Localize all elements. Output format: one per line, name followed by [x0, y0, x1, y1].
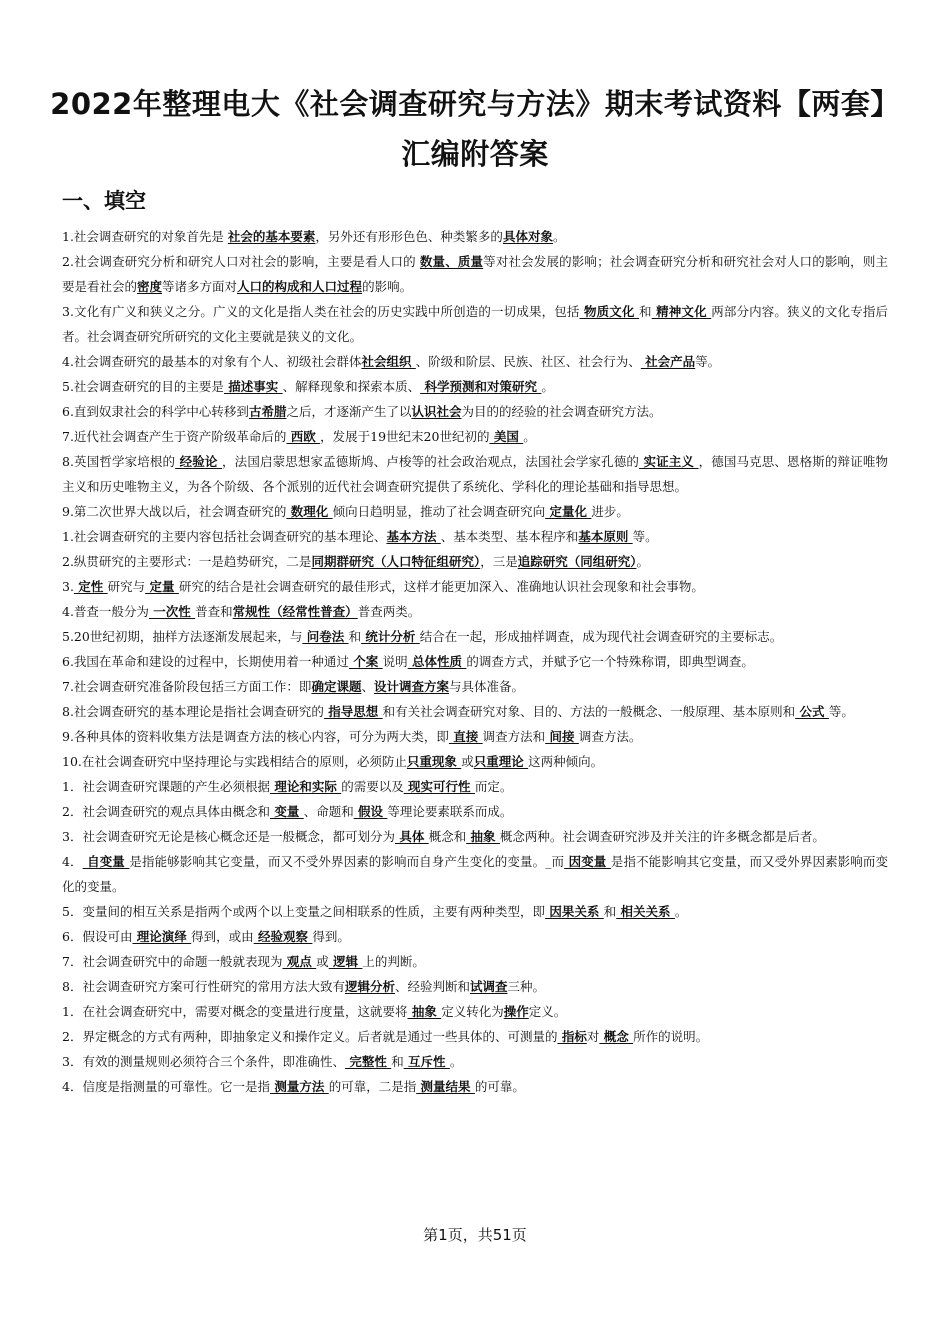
answer-blank: 密度: [137, 279, 163, 294]
answer-blank: 概念: [599, 1029, 634, 1044]
answer-blank: 定量化: [545, 504, 592, 519]
answer-blank: 具体对象: [502, 229, 553, 244]
answer-blank: 操作: [503, 1004, 529, 1019]
answer-blank: 完整性: [344, 1054, 392, 1069]
answer-blank: 认识社会: [411, 404, 462, 419]
answer-blank: 因变量: [564, 854, 611, 869]
question-item: 2．社会调查研究的观点具体由概念和 变量 、命题和 假设 等理论要素联系而成。: [62, 804, 513, 819]
question-item: 8.社会调查研究的基本理论是指社会调查研究的 指导思想 和有关社会调查研究对象、目的、方法的一般概念、一般原理、基本原则和 公式 等。: [62, 704, 854, 719]
answer-blank: 人口的构成和人口过程: [237, 279, 363, 294]
question-list: [62, 224, 888, 1099]
answer-blank: 变量: [269, 804, 304, 819]
answer-blank: 总体性质: [407, 654, 467, 669]
answer-blank: 问卷法: [302, 629, 349, 644]
question-item: 1．在社会调查研究中，需要对概念的变量进行度量，这就要将 抽象 定义转化为操作定义。: [62, 1004, 567, 1019]
answer-blank: 经验论: [175, 454, 223, 469]
question-item: 3. 定性 研究与 定量 研究的结合是社会调查研究的最佳形式，这样才能更加深入、准确地认识社会现象和社会事物。: [62, 579, 704, 594]
answer-blank: 数量、质量: [419, 254, 484, 269]
answer-blank: 实证主义: [639, 454, 699, 469]
question-item: 4．信度是指测量的可靠性。它一是指 测量方法 的可靠，二是指 测量结果 的可靠。: [62, 1079, 525, 1094]
answer-blank: 基本方法: [386, 529, 441, 544]
question-item: 3.文化有广义和狭义之分。广义的文化是指人类在社会的历史实践中所创造的一切成果，包括 物质文化 和 精神文化 两部分内容。狭义的文化专指后者。社会调查研究所研究的文化主要就是狭义的文化。: [62, 304, 888, 344]
answer-blank: 个案: [348, 654, 383, 669]
question-item: 5．变量间的相互关系是指两个或两个以上变量之间相联系的性质，主要有两种类型，即 因果关系 和 相关关系 。: [62, 904, 688, 919]
question-item: 6.直到奴隶社会的科学中心转移到古希腊之后，才逐渐产生了以认识社会为目的的经验的社会调查研究方法。: [62, 404, 662, 419]
answer-blank: 美国: [489, 429, 524, 444]
question-item: 7．社会调查研究中的命题一般就表现为 观点 或 逻辑 上的判断。: [62, 954, 425, 969]
answer-blank: 互斥性: [403, 1054, 450, 1069]
answer-blank: 精神文化: [651, 304, 712, 319]
answer-blank: 逻辑分析: [344, 979, 395, 994]
answer-blank: 经验观察: [253, 929, 313, 944]
question-item: 2.纵贯研究的主要形式：一是趋势研究，二是同期群研究（人口特征组研究），三是追踪研究（同组研究）。: [62, 554, 649, 569]
question-item: 7.近代社会调查产生于资产阶级革命后的 西欧 ，发展于19世纪末20世纪初的 美国 。: [62, 429, 536, 444]
answer-blank: 现实可行性: [403, 779, 475, 794]
answer-blank: 理论演绎: [132, 929, 192, 944]
answer-blank: 确定课题: [311, 679, 362, 694]
answer-blank: 定性: [73, 579, 108, 594]
answer-blank: 公式: [795, 704, 829, 719]
question-item: 8．社会调查研究方案可行性研究的常用方法大致有逻辑分析、经验判断和试调查三种。: [62, 979, 546, 994]
question-item: 2．界定概念的方式有两种，即抽象定义和操作定义。后者就是通过一些具体的、可测量的 指标对 概念 所作的说明。: [62, 1029, 709, 1044]
question-item: 8.英国哲学家培根的 经验论 ，法国启蒙思想家孟德斯鸠、卢梭等的社会政治观点，法国社会学家孔德的 实证主义 ，德国马克思、恩格斯的辩证唯物主义和历史唯物主义，为各个阶级、各个派别的近代社会调查研究提供了系统化、学科化的理论基础和指导思想。: [62, 454, 888, 494]
answer-blank: 理论和实际: [269, 779, 342, 794]
answer-blank: 抽象: [466, 829, 500, 844]
answer-blank: 社会产品: [640, 354, 696, 369]
answer-blank: 只重现象: [406, 754, 462, 769]
answer-blank: 测量方法: [269, 1079, 329, 1094]
answer-blank: 指标: [557, 1029, 587, 1044]
page-footer: 第1页，共51页: [423, 1226, 527, 1244]
answer-blank: 自变量: [82, 854, 130, 869]
document-title-line-1: 2022年整理电大《社会调查研究与方法》期末考试资料【两套】: [50, 87, 900, 121]
answer-blank: 逻辑: [328, 954, 363, 969]
answer-blank: 追踪研究（同组研究）: [517, 554, 637, 569]
answer-blank: 测量结果: [416, 1079, 475, 1094]
answer-blank: 社会组织: [361, 354, 416, 369]
question-item: 4.社会调查研究的最基本的对象有个人、初级社会群体社会组织 、阶级和阶层、民族、社区、社会行为、 社会产品等。: [62, 354, 721, 369]
question-item: 1.社会调查研究的主要内容包括社会调查研究的基本理论、基本方法 、基本类型、基本程序和基本原则 等。: [62, 529, 658, 544]
answer-blank: 科学预测和对策研究: [420, 379, 542, 394]
answer-blank: 西欧: [286, 429, 321, 444]
question-item: 9.第二次世界大战以后，社会调查研究的 数理化 倾向日趋明显，推动了社会调查研究向 定量化 进步。: [62, 504, 629, 519]
question-item: 5.20世纪初期，抽样方法逐渐发展起来，与 问卷法 和 统计分析 结合在一起，形成抽样调查，成为现代社会调查研究的主要标志。: [62, 629, 783, 644]
question-item: 7.社会调查研究准备阶段包括三方面工作：即确定课题、设计调查方案与具体准备。: [62, 679, 524, 694]
answer-blank: 观点: [282, 954, 317, 969]
answer-blank: 直接: [448, 729, 483, 744]
answer-blank: 一次性: [148, 604, 196, 619]
answer-blank: 物质文化: [579, 304, 640, 319]
question-item: 5.社会调查研究的目的主要是 描述事实 、解释现象和探索本质、 科学预测和对策研究 。: [62, 379, 554, 394]
answer-blank: 定量: [145, 579, 179, 594]
question-item: 10.在社会调查研究中坚持理论与实践相结合的原则，必须防止只重现象 或只重理论 这两种倾向。: [62, 754, 604, 769]
answer-blank: 数理化: [286, 504, 333, 519]
answer-blank: 假设: [353, 804, 388, 819]
question-item: 6．假设可由 理论演绎 得到，或由 经验观察 得到。: [62, 929, 350, 944]
answer-blank: 抽象: [407, 1004, 442, 1019]
answer-blank: 描述事实: [223, 379, 283, 394]
question-item: 4.普查一般分为 一次性 普查和常规性（经常性普查）普查两类。: [62, 604, 421, 619]
question-item: 9.各种具体的资料收集方法是调查方法的核心内容，可分为两大类，即 直接 调查方法和 间接 调查方法。: [62, 729, 642, 744]
answer-blank: 间接: [545, 729, 579, 744]
section-heading: 一、填空: [62, 189, 146, 213]
answer-blank: 指导思想: [323, 704, 383, 719]
document-title-line-2: 汇编附答案: [401, 137, 549, 171]
question-item: 3．社会调查研究无论是核心概念还是一般概念，都可划分为 具体 概念和 抽象 概念两种。社会调查研究涉及并关注的许多概念都是后者。: [62, 829, 825, 844]
question-item: 6.我国在革命和建设的过程中，长期使用着一种通过 个案 说明 总体性质 的调查方式，并赋予它一个特殊称谓，即典型调查。: [62, 654, 754, 669]
answer-blank: 同期群研究（人口特征组研究）: [311, 554, 481, 569]
answer-blank: 基本原则: [578, 529, 633, 544]
answer-blank: 设计调查方案: [373, 679, 449, 694]
question-item: 1.社会调查研究的对象首先是 社会的基本要素，另外还有形形色色、种类繁多的具体对象。: [62, 229, 566, 244]
question-item: 1．社会调查研究课题的产生必须根据 理论和实际 的需要以及 现实可行性 而定。: [62, 779, 513, 794]
answer-blank: 常规性（经常性普查）: [232, 604, 358, 619]
answer-blank: 试调查: [470, 979, 508, 994]
answer-blank: 古希腊: [248, 404, 287, 419]
answer-blank: 因果关系: [544, 904, 604, 919]
question-item: 4． 自变量 是指能够影响其它变量，而又不受外界因素的影响而自身产生变化的变量。_而 因变量 是指不能影响其它变量，而又受外界因素影响而变化的变量。: [62, 854, 888, 894]
question-item: 2.社会调查研究分析和研究人口对社会的影响，主要是看人口的 数量、质量等对社会发展的影响；社会调查研究分析和研究社会对人口的影响，则主要是看社会的密度等诸多方面对人口的构成和人口过程的影响。: [62, 254, 888, 294]
answer-blank: 相关关系: [616, 904, 675, 919]
answer-blank: 只重理论: [473, 754, 529, 769]
question-item: 3．有效的测量规则必须符合三个条件，即准确性、 完整性 和 互斥性 。: [62, 1054, 463, 1069]
answer-blank: 社会的基本要素: [227, 229, 316, 244]
answer-blank: 统计分析: [361, 629, 420, 644]
answer-blank: 具体: [394, 829, 429, 844]
